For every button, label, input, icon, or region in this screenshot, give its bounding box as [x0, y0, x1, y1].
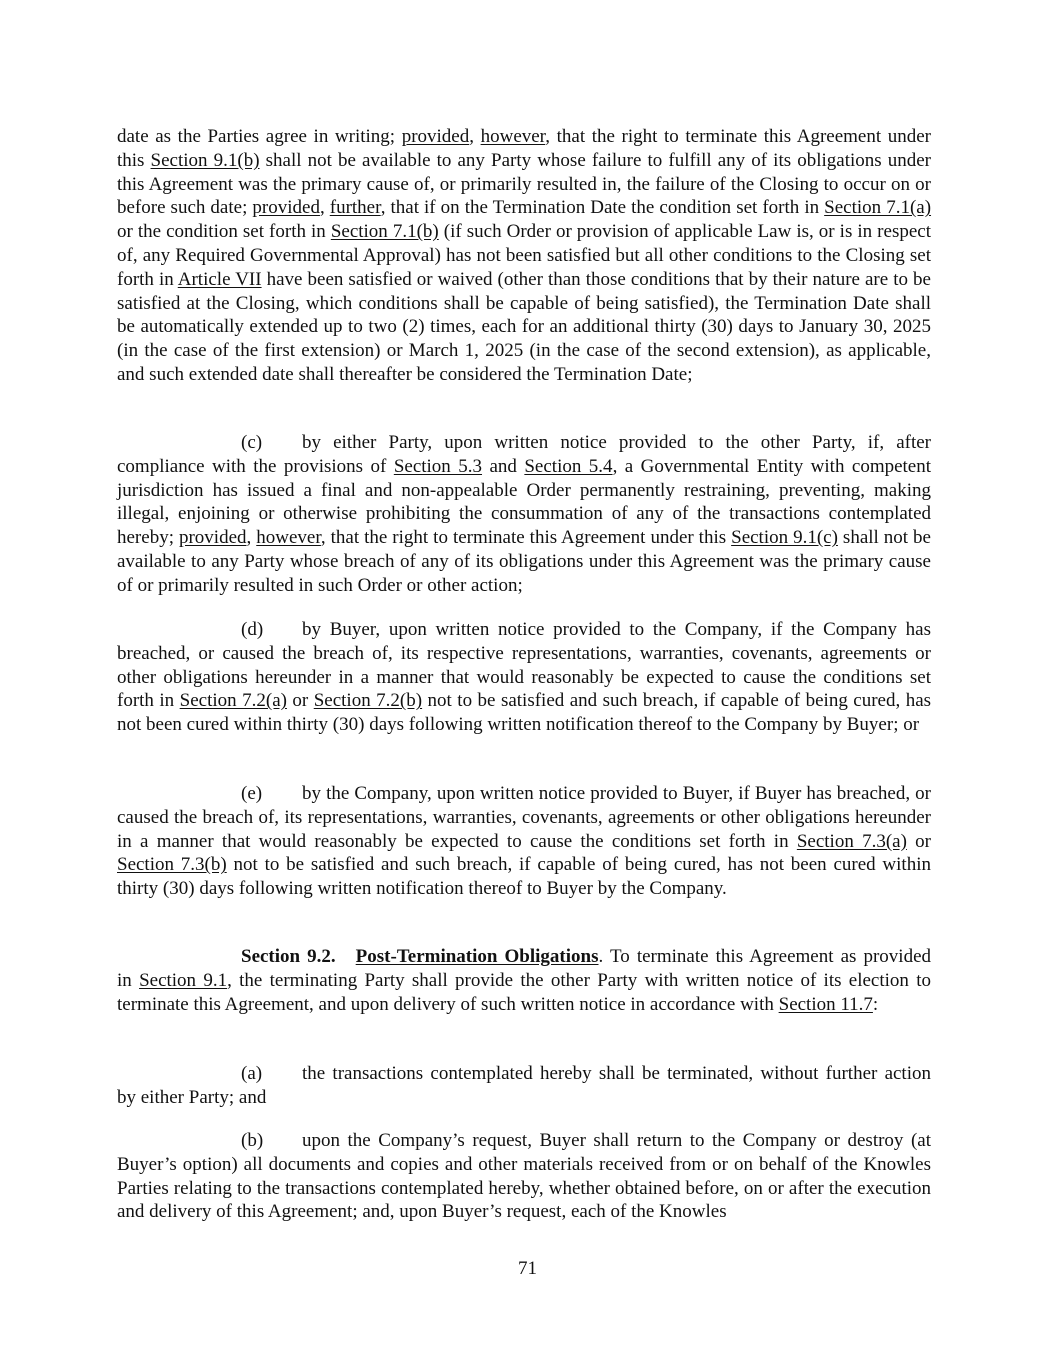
section-reference: Section 7.3(b): [117, 854, 227, 876]
clause-label: (d): [241, 619, 264, 640]
clause-label: (e): [241, 783, 263, 804]
clause-b: (b) upon the Company’s request, Buyer shall return to the Company or destroy (at Buyer’s option) all documents and copies and other materials received from or on behalf of the Knowles Parties relating to the transactions contemplated hereby, whether obtained before, on or after the execution and delivery of this Agreement; and, upon Buyer’s request, each of the Knowles: [117, 1130, 931, 1223]
section-number: Section 9.2.: [241, 946, 336, 967]
clause-a: (a) the transactions contemplated hereby shall be terminated, without further action by either Party; and: [117, 1063, 931, 1108]
however-term: however: [256, 527, 321, 549]
section-reference: Section 7.1(b): [330, 221, 439, 243]
clause-e: (e) by the Company, upon written notice provided to Buyer, if Buyer has breached, or caused the breach of, its representations, warranties, covenants, agreements or other obligations hereunder in a manner that would reasonably be expected to cause the conditions set forth in Section 7.3(a) or Section 7.3(b) not to be satisfied and such breach, if capable of being cured, has not been cured within thirty (30) days following written notification thereof to Buyer by the Company.: [117, 783, 931, 900]
section-reference: Section 5.3: [393, 455, 483, 477]
clause-label: (a): [241, 1063, 263, 1084]
provided-term: provided: [178, 527, 247, 549]
section-9-2: Section 9.2. Post-Termination Obligations. To terminate this Agreement as provided in Section 9.1, the terminating Party shall provide the other Party with written notice of its election to terminate this Agreement, and upon delivery of such written notice in accordance with Section 11.7:: [117, 946, 932, 1015]
section-reference: Section 5.4: [524, 455, 613, 477]
section-reference: Section 9.1(c): [731, 527, 838, 549]
however-term: however: [480, 126, 546, 147]
section-reference: Section 7.2(b): [313, 690, 423, 712]
clause-label: (b): [241, 1130, 264, 1151]
section-reference: Section 9.1: [139, 969, 228, 991]
provided-term: provided: [252, 197, 320, 219]
section-reference: Section 7.3(a): [796, 830, 907, 852]
section-reference: Section 7.2(a): [179, 690, 287, 712]
section-reference: Section 9.1(b): [150, 149, 260, 171]
clause-c: (c) by either Party, upon written notice provided to the other Party, if, after compliance with the provisions of Section 5.3 and Section 5.4, a Governmental Entity with competent jurisdiction has issued a final and non-appealable Order permanently restraining, preventing, making illegal, enjoining or otherwise prohibiting the consummation of any of the transactions contemplated hereby; provided, however, that the right to terminate this Agreement under this Section 9.1(c) shall not be available to any Party whose breach of any of its obligations under this Agreement was the primary cause of or primarily resulted in such Order or other action;: [117, 432, 932, 596]
section-heading: Post-Termination Obligations: [355, 946, 599, 967]
section-reference: Section 7.1(a): [824, 197, 932, 219]
provided-term: provided: [401, 126, 470, 147]
further-term: further: [329, 197, 381, 219]
article-reference: Article VII: [177, 268, 262, 290]
clause-label: (c): [241, 432, 263, 453]
section-reference: Section 11.7: [778, 993, 873, 1015]
page-number: 71: [518, 1258, 537, 1279]
clause-d: (d) by Buyer, upon written notice provided to the Company, if the Company has breached, or caused the breach of, its respective representations, warranties, covenants, agreements or other obligations hereunder in a manner that would reasonably be expected to cause the conditions set forth in Section 7.2(a) or Section 7.2(b) not to be satisfied and such breach, if capable of being cured, has not been cured within thirty (30) days following written notification thereof to the Company by Buyer; or: [117, 619, 932, 736]
paragraph-termination-date: date as the Parties agree in writing; provided, however, that the right to terminate this Agreement under this Section 9.1(b) shall not be available to any Party whose failure to fulfill any of its obligations under this Agreement was the primary cause of, or primarily resulted in, the failure of the Closing to occur on or before such date; provided, further, that if on the Termination Date the condition set forth in Section 7.1(a) or the condition set forth in Section 7.1(b) (if such Order or provision of applicable Law is, or is in respect of, any Required Governmental Approval) has not been satisfied but all other conditions to the Closing set forth in Article VII have been satisfied or waived (other than those conditions that by their nature are to be satisfied at the Closing, which conditions shall be capable of being satisfied), the Termination Date shall be automatically extended up to two (2) times, each for an additional thirty (30) days to January 30, 2025 (in the case of the first extension) or March 1, 2025 (in the case of the second extension), as applicable, and such extended date shall thereafter be considered the Termination Date;: [117, 126, 932, 385]
